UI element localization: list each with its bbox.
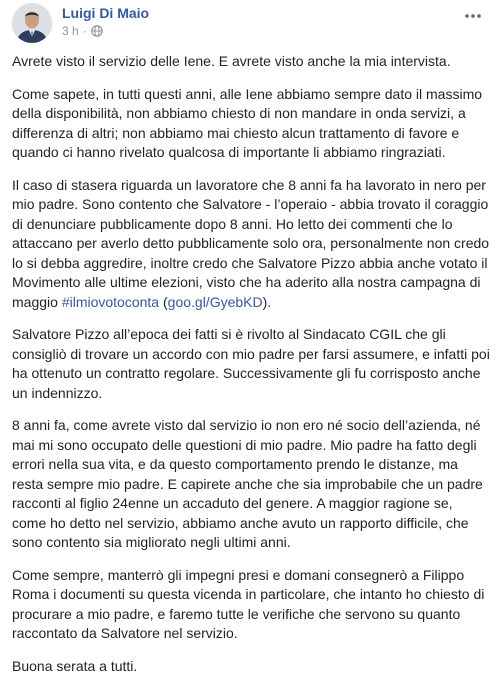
post-header [0, 0, 497, 44]
avatar[interactable] [12, 3, 52, 43]
paragraph-text: Come sapete, in tutti questi anni, alle Iene abbiamo sempre dato il massimo della disponibilità, non abbiamo chiesto di non mandare in onda servizi, a differenza di altri; non abbiamo mai chiesto alcun trattamento di favore e quando ci hanno rivelato qualcosa di importante li abbiamo ringraziati. [12, 85, 483, 160]
paragraph-3 [12, 176, 490, 313]
paragraph-text: ( [159, 293, 168, 310]
paragraph-7 [12, 657, 490, 677]
paragraph-5 [12, 416, 490, 553]
paragraph-text: Salvatore Pizzo all’epoca dei fatti si è rivolto al Sindacato CGIL che gli consigliò di trovare un accordo con mio padre per farsi assumere, e infatti poi ha ottenuto un contratto regolare. Successivamente gli fu corrisposto anche un indennizzo. [12, 326, 490, 401]
paragraph-4 [12, 325, 490, 403]
paragraph-text: ). [262, 293, 272, 310]
paragraph-1 [12, 52, 490, 72]
paragraph-text: Come sempre, manterrò gli impegni presi e domani consegnerò a Filippo Roma i documenti su questa vicenda in particolare, che intanto ho chiesto di procurare a mio padre, e faremo tutte le verifiche che servono su quanto raccontato da Salvatore nel servizio. [12, 566, 485, 641]
meta-separator: · [82, 24, 87, 38]
post-body [12, 52, 490, 689]
author-name[interactable]: Luigi Di Maio [62, 5, 150, 21]
paragraph-text: Buona serata a tutti. [12, 657, 138, 674]
paragraph-2 [12, 85, 490, 163]
short-url-link[interactable]: goo.gl/GyebKD [167, 293, 263, 310]
paragraph-text: 8 anni fa, come avrete visto dal servizio io non ero né socio dell’azienda, né mai mi sono occupato delle questioni di mio padre. Mio padre ha fatto degli errori nella sua vita, e da questo comportamento prendo le distanze, ma resta sempre mio padre. E capirete anche che sia improbabile che un padre racconti al figlio 24enne un accaduto del genere. A maggior ragione se, come ho detto nel servizio, abbiamo anche avuto un rapporto difficile, che sono contento sia migliorato negli ultimi anni. [12, 417, 483, 550]
paragraph-6 [12, 566, 490, 644]
post-time[interactable]: 3 h [62, 24, 79, 38]
avatar-image [12, 3, 52, 43]
more-options-icon[interactable] [463, 6, 483, 26]
paragraph-text: Avrete visto il servizio delle Iene. E avrete visto anche la mia intervista. [12, 53, 451, 69]
post-meta [62, 23, 103, 39]
hashtag-link[interactable]: #ilmiovotoconta [61, 293, 160, 310]
paragraph-text: Il caso di stasera riguarda un lavoratore che 8 anni fa ha lavorato in nero per mio padre. Sono contento che Salvatore - l’operaio - abbia trovato il coraggio di denunciare pubblicamente dopo 8 anni. Ho letto dei commenti che lo attaccano per averlo detto pubblicamente solo ora, personalmente non credo lo si debba aggredire, inoltre credo che Salvatore Pizzo abbia anche votato il Movimento alle ultime elezioni, visto che ha aderito alla nostra campagna di maggio [12, 176, 490, 310]
globe-icon[interactable] [91, 25, 103, 37]
